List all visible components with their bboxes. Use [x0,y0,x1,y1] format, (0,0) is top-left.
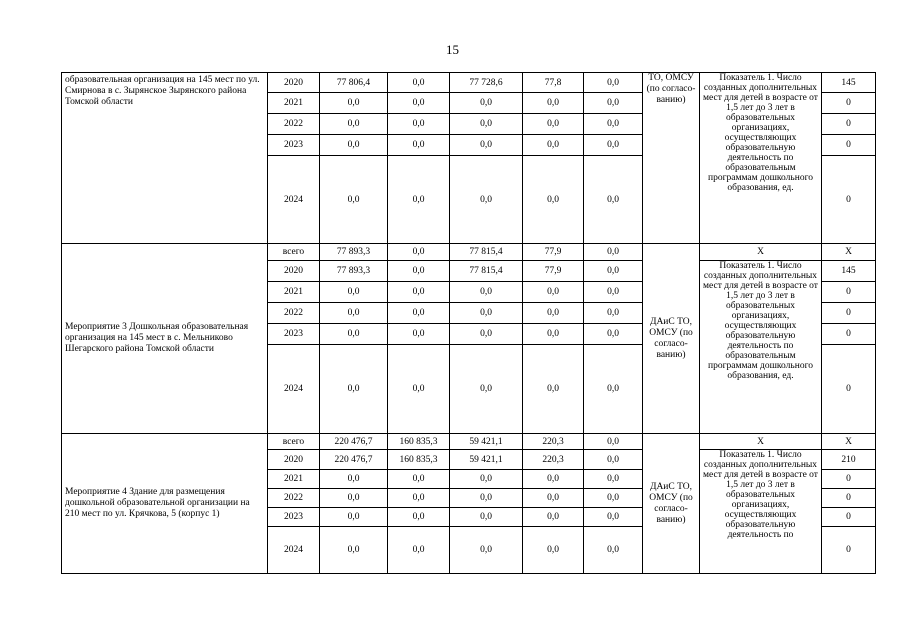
other-cell: 0,0 [584,489,643,508]
local-cell: 0,0 [523,135,584,156]
indicator-cell: Показатель 1. Число созданных дополнительных мест для детей в возрасте от 1,5 лет до 3 лет в образовательных организациях, осуществляющих образовательную деятельность по образовательным программам дошкольного образования, ед. [700,261,822,434]
other-cell: 0,0 [584,261,643,282]
other-cell: 0,0 [584,450,643,470]
total-cell: 0,0 [320,156,388,244]
local-cell: 0,0 [523,527,584,574]
year-cell: 2020 [268,73,320,93]
federal-cell: 0,0 [388,261,450,282]
federal-cell: 160 835,3 [388,434,450,450]
other-cell: 0,0 [584,434,643,450]
year-cell: 2021 [268,470,320,489]
regional-cell: 0,0 [450,303,523,324]
year-cell: 2024 [268,527,320,574]
indicator-cell: Показатель 1. Число созданных дополнительных мест для детей в возрасте от 1,5 лет до 3 лет в образовательных организациях, осуществляющих образовательную деятельность по [700,450,822,574]
target-cell: 0 [822,508,876,527]
year-cell: 2024 [268,156,320,244]
regional-cell: 0,0 [450,324,523,345]
year-cell: 2023 [268,135,320,156]
federal-cell: 0,0 [388,508,450,527]
local-cell: 0,0 [523,489,584,508]
total-cell: 77 893,3 [320,244,388,261]
regional-cell: 77 728,6 [450,73,523,93]
total-cell: 77 893,3 [320,261,388,282]
federal-cell: 0,0 [388,93,450,114]
target-cell: 210 [822,450,876,470]
year-cell: всего [268,244,320,261]
regional-cell: 59 421,1 [450,434,523,450]
regional-cell: 0,0 [450,114,523,135]
year-cell: 2021 [268,282,320,303]
event-name-cell: Мероприятие 4 Здание для размещения дошкольной образовательной организации на 210 мест по ул. Крячкова, 5 (корпус 1) [62,434,268,574]
target-cell: 0 [822,324,876,345]
other-cell: 0,0 [584,470,643,489]
year-cell: 2022 [268,114,320,135]
year-cell: 2021 [268,93,320,114]
federal-cell: 0,0 [388,114,450,135]
total-cell: 0,0 [320,135,388,156]
federal-cell: 0,0 [388,73,450,93]
page-number: 15 [446,42,459,57]
indicator-cell: Показатель 1. Число созданных дополнительных мест для детей в возрасте от 1,5 лет до 3 лет в образовательных организациях, осуществляющих образовательную деятельность по образовательным программам дошкольного образования, ед. [700,73,822,244]
other-cell: 0,0 [584,508,643,527]
federal-cell: 0,0 [388,282,450,303]
other-cell: 0,0 [584,303,643,324]
federal-cell: 0,0 [388,156,450,244]
total-cell: 0,0 [320,470,388,489]
indicator-x-cell: Х [700,244,822,261]
table-row [62,244,876,261]
other-cell: 0,0 [584,73,643,93]
total-cell: 0,0 [320,303,388,324]
total-cell: 0,0 [320,93,388,114]
regional-cell: 77 815,4 [450,261,523,282]
target-cell: 0 [822,527,876,574]
executor-cell: ДАиС ТО, ОМСУ (по согласо-ванию) [643,434,700,574]
total-cell: 0,0 [320,114,388,135]
total-cell: 0,0 [320,324,388,345]
federal-cell: 0,0 [388,489,450,508]
regional-cell: 0,0 [450,156,523,244]
local-cell: 0,0 [523,156,584,244]
target-cell: Х [822,244,876,261]
total-cell: 0,0 [320,282,388,303]
target-cell: 145 [822,73,876,93]
target-cell: 0 [822,282,876,303]
budget-table [61,72,876,574]
federal-cell: 0,0 [388,324,450,345]
local-cell: 77,9 [523,244,584,261]
total-cell: 0,0 [320,508,388,527]
federal-cell: 0,0 [388,244,450,261]
local-cell: 0,0 [523,345,584,434]
other-cell: 0,0 [584,93,643,114]
regional-cell: 0,0 [450,470,523,489]
year-cell: 2022 [268,489,320,508]
target-cell: 0 [822,470,876,489]
local-cell: 77,9 [523,261,584,282]
other-cell: 0,0 [584,282,643,303]
other-cell: 0,0 [584,156,643,244]
total-cell: 0,0 [320,527,388,574]
target-cell: 145 [822,261,876,282]
other-cell: 0,0 [584,527,643,574]
local-cell: 0,0 [523,508,584,527]
other-cell: 0,0 [584,114,643,135]
local-cell: 0,0 [523,303,584,324]
other-cell: 0,0 [584,324,643,345]
total-cell: 0,0 [320,345,388,434]
local-cell: 0,0 [523,470,584,489]
target-cell: 0 [822,93,876,114]
local-cell: 0,0 [523,93,584,114]
local-cell: 0,0 [523,324,584,345]
regional-cell: 59 421,1 [450,450,523,470]
table-row [62,434,876,450]
total-cell: 220 476,7 [320,434,388,450]
federal-cell: 0,0 [388,303,450,324]
other-cell: 0,0 [584,345,643,434]
year-cell: 2023 [268,508,320,527]
federal-cell: 0,0 [388,135,450,156]
regional-cell: 0,0 [450,345,523,434]
local-cell: 220,3 [523,450,584,470]
year-cell: 2022 [268,303,320,324]
target-cell: 0 [822,303,876,324]
total-cell: 220 476,7 [320,450,388,470]
executor-cell: ДАиС ТО, ОМСУ (по согласо-ванию) [643,244,700,434]
target-cell: 0 [822,489,876,508]
year-cell: 2020 [268,450,320,470]
table-row [62,73,876,93]
indicator-x-cell: Х [700,434,822,450]
target-cell: 0 [822,135,876,156]
local-cell: 0,0 [523,282,584,303]
other-cell: 0,0 [584,135,643,156]
executor-cell: ТО, ОМСУ (по согласо-ванию) [643,73,700,244]
regional-cell: 0,0 [450,93,523,114]
target-cell: 0 [822,114,876,135]
target-cell: Х [822,434,876,450]
other-cell: 0,0 [584,244,643,261]
year-cell: всего [268,434,320,450]
regional-cell: 0,0 [450,135,523,156]
regional-cell: 0,0 [450,282,523,303]
federal-cell: 0,0 [388,470,450,489]
target-cell: 0 [822,345,876,434]
regional-cell: 0,0 [450,527,523,574]
regional-cell: 77 815,4 [450,244,523,261]
regional-cell: 0,0 [450,489,523,508]
target-cell: 0 [822,156,876,244]
event-name-cell: Мероприятие 3 Дошкольная образовательная организация на 145 мест в с. Мельниково Шегарского района Томской области [62,244,268,434]
total-cell: 0,0 [320,489,388,508]
year-cell: 2024 [268,345,320,434]
federal-cell: 0,0 [388,345,450,434]
year-cell: 2020 [268,261,320,282]
local-cell: 77,8 [523,73,584,93]
federal-cell: 160 835,3 [388,450,450,470]
local-cell: 220,3 [523,434,584,450]
year-cell: 2023 [268,324,320,345]
local-cell: 0,0 [523,114,584,135]
event-name-cell: образовательная организация на 145 мест по ул. Смирнова в с. Зырянское Зырянского района Томской области [62,73,268,244]
regional-cell: 0,0 [450,508,523,527]
federal-cell: 0,0 [388,527,450,574]
total-cell: 77 806,4 [320,73,388,93]
